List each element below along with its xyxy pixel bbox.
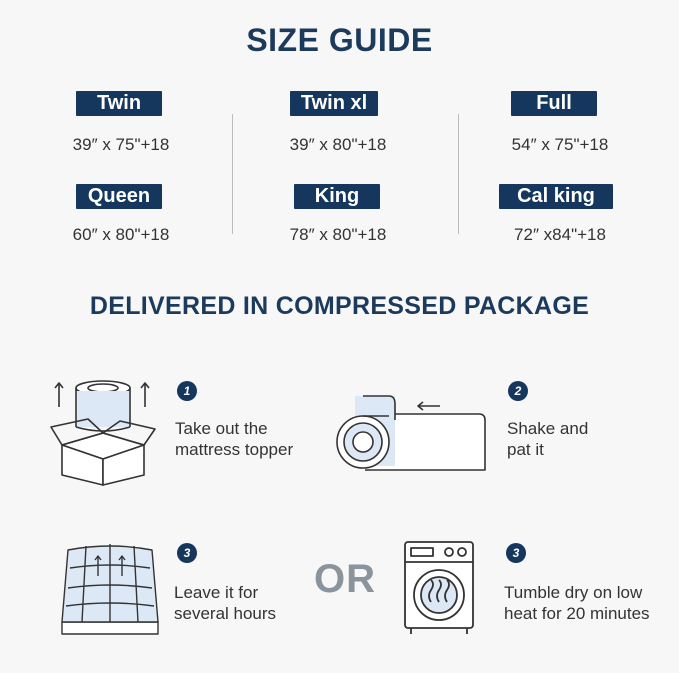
size-dims-queen: 60″ x 80"+18 <box>72 225 170 244</box>
size-badge-twin: Twin <box>76 91 162 116</box>
divider-left <box>232 114 233 234</box>
washing-machine-icon <box>403 540 475 636</box>
step-number-2: 2 <box>508 381 528 401</box>
step-3-alt-line-1: Tumble dry on low <box>504 583 643 602</box>
size-badge-king: King <box>294 184 380 209</box>
or-separator: OR <box>314 557 376 601</box>
size-dims-cal-king: 72″ x84"+18 <box>514 225 606 244</box>
box-icon <box>48 375 158 487</box>
step-2-line-1: Shake and <box>507 419 589 438</box>
step-number-1: 1 <box>177 381 197 401</box>
step-1-line-2: mattress topper <box>175 440 294 459</box>
divider-right <box>458 114 459 234</box>
size-badge-queen: Queen <box>76 184 162 209</box>
size-badge-cal-king: Cal king <box>499 184 613 209</box>
size-badge-twin-xl: Twin xl <box>290 91 378 116</box>
size-dims-twin-xl: 39″ x 80"+18 <box>289 135 387 154</box>
step-3-alt-line-2: heat for 20 minutes <box>504 604 650 623</box>
step-3-line-1: Leave it for <box>174 583 259 602</box>
step-2-line-2: pat it <box>507 440 544 459</box>
size-badge-full: Full <box>511 91 597 116</box>
expanding-topper-icon <box>60 540 160 636</box>
size-dims-king: 78″ x 80"+18 <box>289 225 387 244</box>
rolled-mattress-icon <box>333 390 493 472</box>
compressed-package-heading: DELIVERED IN COMPRESSED PACKAGE <box>89 292 590 320</box>
step-number-3: 3 <box>177 543 197 563</box>
step-number-3-alt: 3 <box>506 543 526 563</box>
step-3-line-2: several hours <box>174 604 277 623</box>
step-1-line-1: Take out the <box>175 419 268 438</box>
size-dims-full: 54″ x 75"+18 <box>511 135 609 154</box>
size-dims-twin: 39″ x 75"+18 <box>72 135 170 154</box>
size-guide-title: SIZE GUIDE <box>246 22 433 58</box>
